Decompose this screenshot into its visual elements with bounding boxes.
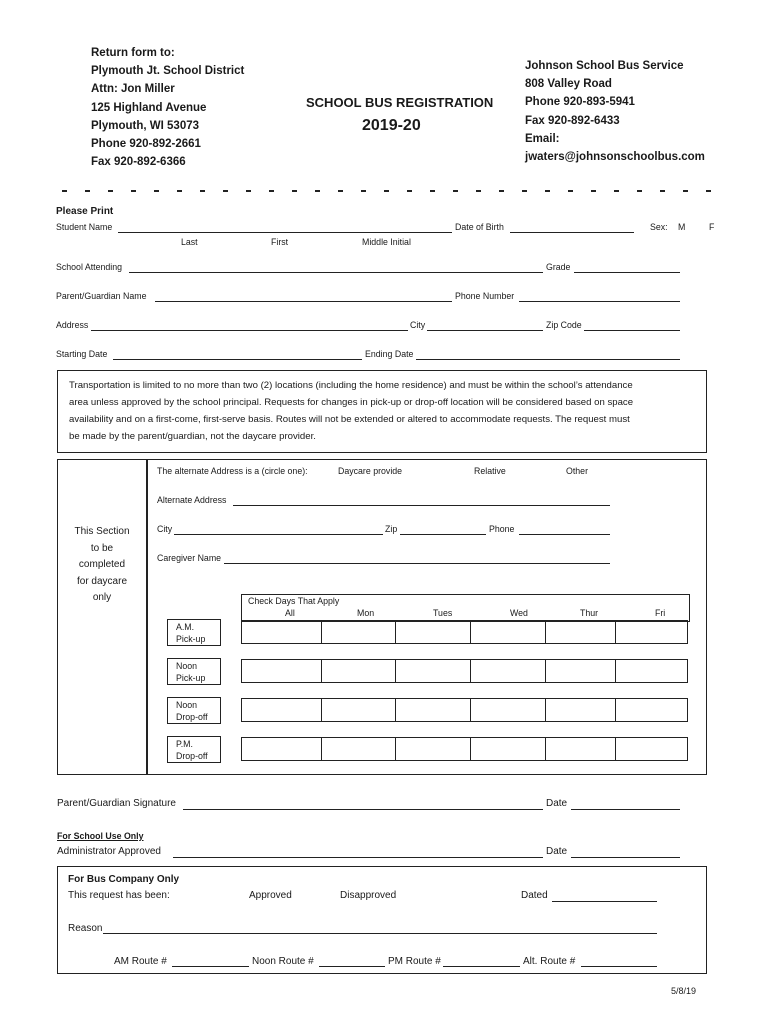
option-other[interactable]: Other: [566, 466, 589, 476]
date-of-birth-field[interactable]: [510, 232, 634, 233]
alt-route-field[interactable]: [581, 966, 657, 967]
row-label-am-pickup: [167, 619, 221, 646]
day-header-fri: Fri: [655, 608, 666, 618]
checkbox-pm-dropoff-all[interactable]: [241, 737, 322, 761]
request-status-label: This request has been:: [68, 890, 170, 901]
day-header-wed: Wed: [510, 608, 528, 618]
company-line: Email:: [525, 132, 560, 145]
daycare-side-line: to be: [90, 542, 114, 554]
school-attending-label: School Attending: [56, 262, 123, 272]
checkbox-pm-dropoff-mon[interactable]: [321, 737, 396, 761]
daycare-phone-label: Phone: [489, 524, 515, 534]
day-header-tues: Tues: [433, 608, 453, 618]
grade-field[interactable]: [574, 272, 680, 273]
last-name-caption: Last: [181, 237, 198, 247]
checkbox-noon-dropoff-all[interactable]: [241, 698, 322, 722]
daycare-zip-field[interactable]: [400, 534, 486, 535]
row-label-noon-dropoff: [167, 697, 221, 724]
parent-guardian-name-field[interactable]: [155, 301, 452, 302]
return-line: Attn: Jon Miller: [91, 83, 175, 96]
zip-code-field[interactable]: [584, 330, 680, 331]
checkbox-noon-pickup-thur[interactable]: [545, 659, 616, 683]
checkbox-am-pickup-fri[interactable]: [615, 620, 688, 644]
option-daycare-provider[interactable]: Daycare provide: [338, 466, 403, 476]
student-name-field[interactable]: [118, 232, 452, 233]
dated-field[interactable]: [552, 901, 657, 902]
sex-option-m[interactable]: M: [678, 222, 686, 232]
school-use-date-field[interactable]: [571, 857, 680, 858]
transportation-notice-box: [57, 370, 707, 453]
row-label-pm-dropoff: [167, 736, 221, 763]
administrator-approved-field[interactable]: [173, 857, 543, 858]
am-route-field[interactable]: [172, 966, 249, 967]
signature-date-field[interactable]: [571, 809, 680, 810]
check-days-label: Check Days That Apply: [248, 596, 340, 606]
daycare-phone-field[interactable]: [519, 534, 610, 535]
school-use-heading: For School Use Only: [57, 831, 144, 841]
checkbox-noon-dropoff-tues[interactable]: [395, 698, 471, 722]
company-line: Phone 920-893-5941: [525, 96, 635, 109]
bus-company-heading: For Bus Company Only: [68, 874, 180, 885]
option-relative[interactable]: Relative: [474, 466, 506, 476]
starting-date-field[interactable]: [113, 359, 362, 360]
checkbox-pm-dropoff-fri[interactable]: [615, 737, 688, 761]
pm-route-label: PM Route #: [388, 956, 441, 967]
parent-signature-label: Parent/Guardian Signature: [57, 798, 176, 809]
daycare-city-field[interactable]: [174, 534, 383, 535]
checkbox-am-pickup-all[interactable]: [241, 620, 322, 644]
checkbox-noon-pickup-wed[interactable]: [470, 659, 546, 683]
city-field[interactable]: [427, 330, 543, 331]
option-disapproved[interactable]: Disapproved: [340, 890, 397, 901]
parent-guardian-name-label: Parent/Guardian Name: [56, 291, 147, 301]
ending-date-label: Ending Date: [365, 349, 414, 359]
caregiver-name-field[interactable]: [224, 563, 610, 564]
school-attending-field[interactable]: [129, 272, 543, 273]
checkbox-am-pickup-mon[interactable]: [321, 620, 396, 644]
company-line: Johnson School Bus Service: [525, 60, 684, 72]
revision-date: 5/8/19: [671, 986, 697, 996]
daycare-zip-label: Zip: [385, 524, 398, 534]
checkbox-noon-pickup-tues[interactable]: [395, 659, 471, 683]
noon-route-label: Noon Route #: [252, 956, 314, 967]
checkbox-am-pickup-wed[interactable]: [470, 620, 546, 644]
alternate-address-label: Alternate Address: [157, 495, 227, 505]
grade-label: Grade: [546, 262, 571, 272]
school-use-date-label: Date: [546, 846, 568, 857]
row-label-noon-pickup: [167, 658, 221, 685]
checkbox-noon-dropoff-fri[interactable]: [615, 698, 688, 722]
checkbox-noon-pickup-fri[interactable]: [615, 659, 688, 683]
sex-option-f[interactable]: F: [709, 222, 715, 232]
return-address-block: [91, 44, 244, 171]
daycare-side-line: This Section: [74, 526, 130, 537]
daycare-side-line: for daycare: [76, 575, 128, 587]
notice-line: area unless approved by the school principal. Requests for changes in pick-up or drop-off location will be considered based on space: [69, 397, 634, 408]
daycare-city-label: City: [157, 524, 173, 534]
zip-code-label: Zip Code: [546, 320, 582, 330]
notice-line: be made by the parent/guardian, not the daycare provider.: [69, 431, 316, 442]
checkbox-am-pickup-tues[interactable]: [395, 620, 471, 644]
dated-label: Dated: [521, 890, 548, 901]
am-route-label: AM Route #: [114, 956, 167, 967]
return-line: Phone 920-892-2661: [91, 138, 201, 151]
checkbox-pm-dropoff-thur[interactable]: [545, 737, 616, 761]
noon-route-field[interactable]: [319, 966, 385, 967]
checkbox-am-pickup-thur[interactable]: [545, 620, 616, 644]
student-name-label: Student Name: [56, 222, 113, 232]
pm-route-field[interactable]: [443, 966, 520, 967]
date-of-birth-label: Date of Birth: [455, 222, 504, 232]
checkbox-noon-dropoff-mon[interactable]: [321, 698, 396, 722]
daycare-side-line: completed: [78, 559, 126, 570]
ending-date-field[interactable]: [416, 359, 680, 360]
company-line: Fax 920-892-6433: [525, 114, 620, 127]
bus-company-block: [525, 57, 705, 166]
starting-date-label: Starting Date: [56, 349, 108, 359]
first-name-caption: First: [271, 237, 289, 247]
row-label-line2: Drop-off: [176, 711, 208, 722]
administrator-approved-label: Administrator Approved: [57, 846, 161, 857]
signature-date-label: Date: [546, 798, 568, 809]
row-label-line2: Pick-up: [176, 672, 206, 683]
return-line: Plymouth, WI 53073: [91, 119, 200, 132]
company-line: jwaters@johnsonschoolbus.com: [525, 151, 705, 164]
parent-signature-field[interactable]: [183, 809, 543, 810]
checkbox-noon-pickup-all[interactable]: [241, 659, 322, 683]
checkbox-noon-pickup-mon[interactable]: [321, 659, 396, 683]
return-line: Fax 920-892-6366: [91, 156, 186, 169]
day-header-mon: Mon: [357, 608, 375, 618]
city-label: City: [410, 320, 426, 330]
alternate-address-field[interactable]: [233, 505, 610, 506]
return-line: 125 Highland Avenue: [91, 101, 207, 114]
reason-label: Reason: [68, 923, 103, 934]
caregiver-name-label: Caregiver Name: [157, 553, 222, 563]
phone-number-field[interactable]: [519, 301, 680, 302]
address-field[interactable]: [91, 330, 408, 331]
form-title: SCHOOL BUS REGISTRATION: [306, 95, 494, 110]
row-label-line1: Noon: [176, 700, 198, 710]
option-approved[interactable]: Approved: [249, 890, 292, 901]
day-header-all: All: [285, 608, 295, 618]
notice-line: Transportation is limited to no more than two (2) locations (including the home residence) and must be within the school’s attendance: [69, 380, 633, 391]
middle-initial-caption: Middle Initial: [362, 237, 411, 247]
daycare-side-line: only: [92, 592, 112, 603]
please-print-heading: Please Print: [56, 206, 114, 217]
row-label-line2: Drop-off: [176, 750, 208, 761]
checkbox-pm-dropoff-wed[interactable]: [470, 737, 546, 761]
alt-route-label: Alt. Route #: [523, 956, 576, 967]
return-line: Return form to:: [91, 47, 175, 59]
address-label: Address: [56, 320, 89, 330]
reason-field[interactable]: [103, 933, 657, 934]
return-line: Plymouth Jt. School District: [91, 65, 245, 78]
sex-label: Sex:: [650, 222, 668, 232]
day-header-thur: Thur: [580, 608, 599, 618]
notice-line: availability and on a first-come, first-serve basis. Routes will not be extended or altered to accommodate requests. The request must: [69, 414, 630, 425]
alternate-address-type-label: The alternate Address is a (circle one):: [157, 466, 308, 476]
row-label-line1: P.M.: [176, 739, 193, 749]
row-label-line1: Noon: [176, 661, 198, 671]
checkbox-noon-dropoff-thur[interactable]: [545, 698, 616, 722]
row-label-line1: A.M.: [176, 622, 195, 632]
checkbox-pm-dropoff-tues[interactable]: [395, 737, 471, 761]
checkbox-noon-dropoff-wed[interactable]: [470, 698, 546, 722]
row-label-line2: Pick-up: [176, 633, 206, 644]
phone-number-label: Phone Number: [455, 291, 515, 301]
company-line: 808 Valley Road: [525, 78, 612, 91]
daycare-side-box: [57, 459, 147, 775]
form-year: 2019-20: [362, 117, 421, 134]
